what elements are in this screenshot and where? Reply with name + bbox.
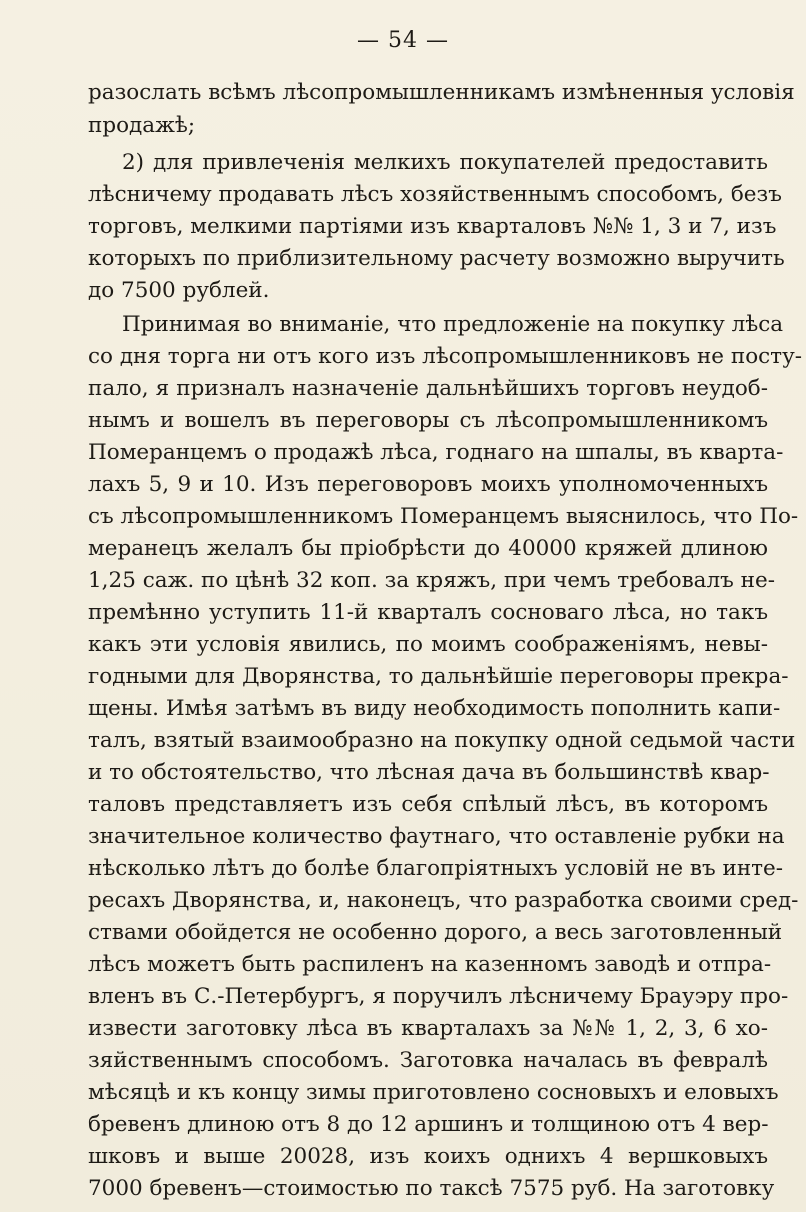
- text-line: какъ эти условія явились, по моимъ соображеніямъ, невы-: [88, 632, 768, 657]
- text-line: 1,25 саж. по цѣнѣ 32 коп. за кряжъ, при чемъ требовалъ не-: [88, 568, 775, 593]
- text-line: 2) для привлеченія мелкихъ покупателей предоставить: [122, 150, 768, 175]
- text-line: лѣсничему продавать лѣсъ хозяйственнымъ способомъ, безъ: [88, 182, 782, 207]
- text-line: щены. Имѣя затѣмъ въ виду необходимость пополнить капи-: [88, 696, 781, 721]
- text-line: талъ, взятый взаимообразно на покупку одной седьмой части: [88, 728, 796, 753]
- text-line: Померанцемъ о продажѣ лѣса, годнаго на шпалы, въ кварта-: [88, 440, 784, 465]
- text-line: вленъ въ С.-Петербургъ, я поручилъ лѣсничему Брауэру про-: [88, 984, 789, 1009]
- text-line: годными для Дворянства, то дальнѣйшіе переговоры прекра-: [88, 664, 789, 689]
- text-line: нымъ и вошелъ въ переговоры съ лѣсопромышленникомъ: [88, 408, 768, 433]
- text-line: лахъ 5, 9 и 10. Изъ переговоровъ моихъ уполномоченныхъ: [88, 472, 768, 497]
- text-line: извести заготовку лѣса въ кварталахъ за №№ 1, 2, 3, 6 хо-: [88, 1016, 768, 1041]
- text-line: мѣсяцѣ и къ концу зимы приготовлено сосновыхъ и еловыхъ: [88, 1080, 779, 1105]
- text-line: Принимая во вниманіе, что предложеніе на покупку лѣса: [122, 312, 784, 337]
- text-line: продажѣ;: [88, 113, 196, 138]
- text-line: значительное количество фаутнаго, что оставленіе рубки на: [88, 824, 785, 849]
- text-line: и то обстоятельство, что лѣсная дача въ большинствѣ квар-: [88, 760, 770, 785]
- text-line: которыхъ по приблизительному расчету возможно выручить: [88, 246, 785, 271]
- text-line: 7000 бревенъ—стоимостью по таксѣ 7575 руб. На заготовку: [88, 1176, 775, 1201]
- text-line: нѣсколько лѣтъ до болѣе благопріятныхъ условій не въ инте-: [88, 856, 784, 881]
- text-line: разослать всѣмъ лѣсопромышленникамъ измѣненныя условія: [88, 80, 795, 105]
- page-number: — 54 —: [357, 28, 449, 53]
- text-line: пало, я призналъ назначеніе дальнѣйшихъ торговъ неудоб-: [88, 376, 768, 401]
- text-line: лѣсъ можетъ быть распиленъ на казенномъ заводѣ и отпра-: [88, 952, 772, 977]
- text-line: ствами обойдется не особенно дорого, а весь заготовленный: [88, 920, 783, 945]
- text-line: ресахъ Дворянства, и, наконецъ, что разработка своими сред-: [88, 888, 799, 913]
- text-line: торговъ, мелкими партіями изъ кварталовъ №№ 1, 3 и 7, изъ: [88, 214, 777, 239]
- text-line: премѣнно уступить 11-й кварталъ сосноваго лѣса, но такъ: [88, 600, 768, 625]
- text-line: таловъ представляетъ изъ себя спѣлый лѣсъ, въ которомъ: [88, 792, 768, 817]
- text-line: съ лѣсопромышленникомъ Померанцемъ выяснилось, что По-: [88, 504, 799, 529]
- text-line: со дня торга ни отъ кого изъ лѣсопромышленниковъ не посту-: [88, 344, 802, 369]
- text-line: до 7500 рублей.: [88, 278, 270, 303]
- text-line: зяйственнымъ способомъ. Заготовка началась въ февралѣ: [88, 1048, 768, 1073]
- text-line: шковъ и выше 20028, изъ коихъ однихъ 4 вершковыхъ: [88, 1144, 768, 1169]
- text-line: меранецъ желалъ бы пріобрѣсти до 40000 кряжей длиною: [88, 536, 768, 561]
- text-line: бревенъ длиною отъ 8 до 12 аршинъ и толщиною отъ 4 вер-: [88, 1112, 769, 1137]
